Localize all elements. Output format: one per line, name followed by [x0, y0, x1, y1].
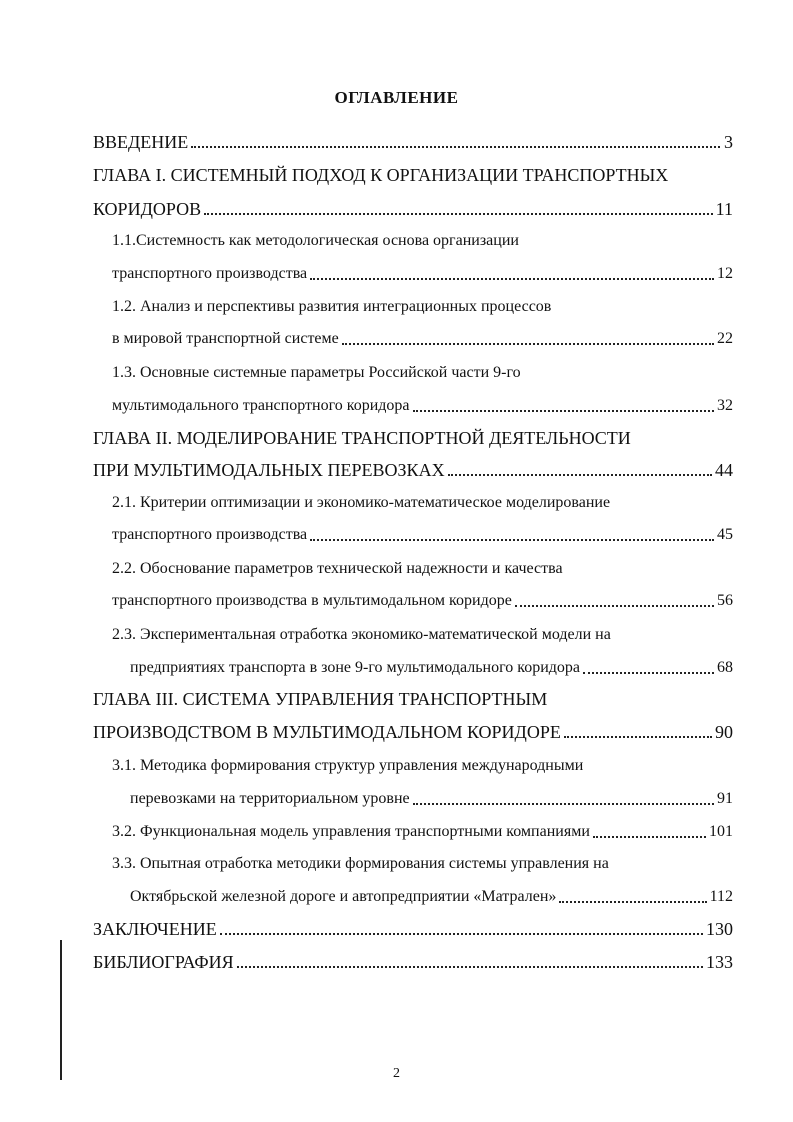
leader-dots [310, 539, 714, 541]
leader-dots [237, 966, 703, 968]
page-number: 2 [393, 1066, 400, 1081]
toc-entry-text: в мировой транспортной системе [112, 330, 339, 347]
toc-entry-text: транспортного производства в мультимодальном коридоре [112, 592, 512, 609]
toc-entry-text: транспортного производства [112, 265, 308, 282]
toc-page-number: 11 [715, 199, 733, 219]
toc-entry-section-3-1[interactable] [130, 788, 733, 810]
leader-dots [413, 803, 714, 805]
toc-entry-section-2-2[interactable] [112, 590, 733, 612]
toc-page-number: 12 [717, 265, 733, 282]
toc-entry-section-2-1[interactable] [112, 524, 733, 546]
toc-entry-chapter-3[interactable] [93, 721, 733, 743]
toc-section-1-2-heading: 1.2. Анализ и перспективы развития интеграционных процессов [112, 298, 552, 315]
toc-chapter-2-heading: ГЛАВА II. МОДЕЛИРОВАНИЕ ТРАНСПОРТНОЙ ДЕЯТЕЛЬНОСТИ [93, 428, 631, 448]
leader-dots [448, 474, 712, 476]
toc-entry-text: ПРИ МУЛЬТИМОДАЛЬНЫХ ПЕРЕВОЗКАХ [93, 460, 445, 480]
leader-dots [515, 605, 714, 607]
leader-dots [342, 343, 714, 345]
toc-entry-text: мультимодального транспортного коридора [112, 397, 410, 414]
toc-title: ОГЛАВЛЕНИЕ [334, 88, 459, 107]
toc-entry-text: транспортного производства [112, 526, 308, 543]
toc-section-3-1-heading: 3.1. Методика формирования структур управления международными [112, 757, 584, 774]
toc-entry-text: ЗАКЛЮЧЕНИЕ [93, 919, 217, 939]
leader-dots [191, 146, 720, 148]
toc-entry-section-1-1[interactable] [112, 263, 733, 285]
toc-page-number: 44 [715, 460, 733, 480]
toc-page-number: 32 [717, 397, 733, 414]
toc-chapter-3-heading: ГЛАВА III. СИСТЕМА УПРАВЛЕНИЯ ТРАНСПОРТНЫМ [93, 689, 548, 709]
toc-page-number: 56 [717, 592, 733, 609]
toc-section-2-2-heading: 2.2. Обоснование параметров технической надежности и качества [112, 560, 563, 577]
leader-dots [413, 410, 715, 412]
toc-entry-text: КОРИДОРОВ [93, 199, 202, 219]
toc-section-3-3-heading: 3.3. Опытная отработка методики формирования системы управления на [112, 855, 609, 872]
toc-entry-text: БИБЛИОГРАФИЯ [93, 952, 234, 972]
toc-entry-bibliography[interactable] [93, 951, 733, 973]
toc-entry-chapter-2[interactable] [93, 459, 733, 481]
leader-dots [583, 672, 714, 674]
toc-page-number: 101 [709, 823, 733, 840]
toc-entry-section-1-3[interactable] [112, 395, 733, 417]
toc-entry-text: перевозками на территориальном уровне [130, 790, 410, 807]
toc-page-number: 112 [709, 888, 733, 905]
leader-dots [559, 901, 706, 903]
toc-entry-section-3-2[interactable] [112, 821, 733, 843]
toc-entry-section-3-3[interactable] [130, 886, 733, 908]
toc-entry-section-2-3[interactable] [130, 657, 733, 679]
toc-page-number: 91 [717, 790, 733, 807]
toc-page-number: 3 [724, 132, 733, 152]
toc-entry-text: ВВЕДЕНИЕ [93, 132, 189, 152]
leader-dots [204, 213, 713, 215]
toc-section-1-3-heading: 1.3. Основные системные параметры Российской части 9-го [112, 364, 521, 381]
leader-dots [310, 278, 714, 280]
toc-page-number: 45 [717, 526, 733, 543]
toc-entry-intro[interactable] [93, 131, 733, 153]
leader-dots [220, 933, 703, 935]
toc-entry-chapter-1[interactable] [93, 198, 733, 220]
scan-margin-line [60, 940, 62, 1080]
toc-entry-text: ПРОИЗВОДСТВОМ В МУЛЬТИМОДАЛЬНОМ КОРИДОРЕ [93, 722, 561, 742]
toc-entry-conclusion[interactable] [93, 918, 733, 940]
toc-entry-section-1-2[interactable] [112, 328, 733, 350]
toc-page-number: 90 [715, 722, 733, 742]
toc-page-number: 68 [717, 659, 733, 676]
toc-page-number: 22 [717, 330, 733, 347]
toc-entry-text: Октябрьской железной дороге и автопредприятии «Матрален» [130, 888, 557, 905]
toc-chapter-1-heading: ГЛАВА I. СИСТЕМНЫЙ ПОДХОД К ОРГАНИЗАЦИИ ТРАНСПОРТНЫХ [93, 165, 669, 185]
toc-page-number: 133 [706, 952, 733, 972]
leader-dots [564, 736, 712, 738]
toc-section-2-1-heading: 2.1. Критерии оптимизации и экономико-математическое моделирование [112, 494, 611, 511]
toc-entry-text: предприятиях транспорта в зоне 9-го мультимодального коридора [130, 659, 580, 676]
toc-entry-text: 3.2. Функциональная модель управления транспортными компаниями [112, 823, 590, 840]
toc-section-1-1-heading: 1.1.Системность как методологическая основа организации [112, 232, 519, 249]
toc-page-number: 130 [706, 919, 733, 939]
toc-section-2-3-heading: 2.3. Экспериментальная отработка экономико-математической модели на [112, 626, 611, 643]
leader-dots [593, 836, 706, 838]
